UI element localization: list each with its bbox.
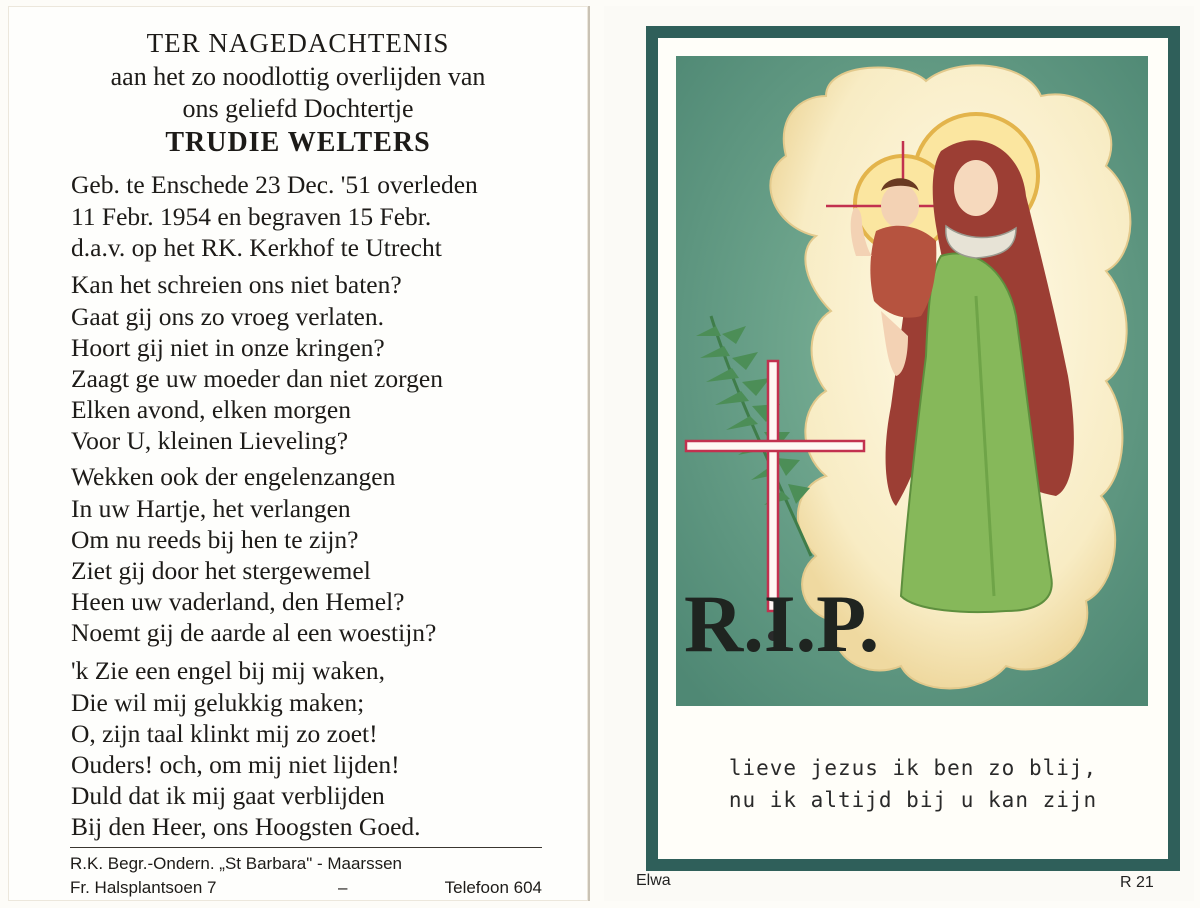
verse-line: Kan het schreien ons niet baten? (71, 270, 402, 299)
funeral-company: R.K. Begr.-Ondern. „St Barbara" - Maarssen (70, 854, 402, 873)
verse-line: Elken avond, elken morgen (71, 395, 351, 424)
verse-line: Heen uw vaderland, den Hemel? (71, 587, 405, 616)
footer-divider (70, 847, 542, 848)
card-title: TER NAGEDACHTENIS (146, 28, 450, 58)
verse-line: Ouders! och, om mij niet lijden! (71, 750, 400, 779)
verse-line: Zaagt ge uw moeder dan niet zorgen (71, 364, 443, 393)
verse-line: Duld dat ik mij gaat verblijden (71, 781, 385, 810)
rip-text: R.I.P. (684, 578, 880, 669)
date-line: Geb. te Enschede 23 Dec. '51 overleden (71, 170, 478, 199)
intro-line: ons geliefd Dochtertje (182, 94, 414, 123)
caption-line: lieve jezus ik ben zo blij, (728, 756, 1098, 780)
devotional-picture-card (604, 6, 1194, 901)
verse-line: 'k Zie een engel bij mij waken, (71, 656, 386, 685)
verse-line: Gaat gij ons zo vroeg verlaten. (71, 302, 384, 331)
date-line: d.a.v. op het RK. Kerkhof te Utrecht (71, 233, 442, 262)
memorial-text-card (8, 6, 590, 901)
date-line: 11 Febr. 1954 en begraven 15 Febr. (71, 202, 432, 231)
verse-line: Ziet gij door het stergewemel (71, 556, 371, 585)
publisher-mark: Elwa (636, 872, 671, 889)
madonna-and-child-image (676, 56, 1148, 706)
verse-line: Noemt gij de aarde al een woestijn? (71, 618, 437, 647)
footer-phone: Telefoon 604 (444, 878, 542, 897)
verse-line: In uw Hartje, het verlangen (71, 494, 351, 523)
deceased-name: TRUDIE WELTERS (165, 127, 431, 158)
madonna-illustration (676, 56, 1148, 706)
verse-line: Wekken ook der engelenzangen (71, 462, 396, 491)
intro-line: aan het zo noodlottig overlijden van (110, 62, 486, 91)
footer-contact (70, 878, 542, 898)
footer-dash: – (338, 878, 348, 897)
footer-address: Fr. Halsplantsoen 7 (70, 878, 217, 897)
verse-line: Voor U, kleinen Lieveling? (71, 426, 349, 455)
verse-line: Die wil mij gelukkig maken; (71, 688, 365, 717)
verse-line: O, zijn taal klinkt mij zo zoet! (71, 719, 378, 748)
caption-line: nu ik altijd bij u kan zijn (728, 788, 1098, 812)
verse-line: Hoort gij niet in onze kringen? (71, 333, 385, 362)
card-code: R 21 (1120, 874, 1154, 891)
verse-line: Bij den Heer, ons Hoogsten Goed. (71, 812, 421, 841)
verse-line: Om nu reeds bij hen te zijn? (71, 525, 359, 554)
